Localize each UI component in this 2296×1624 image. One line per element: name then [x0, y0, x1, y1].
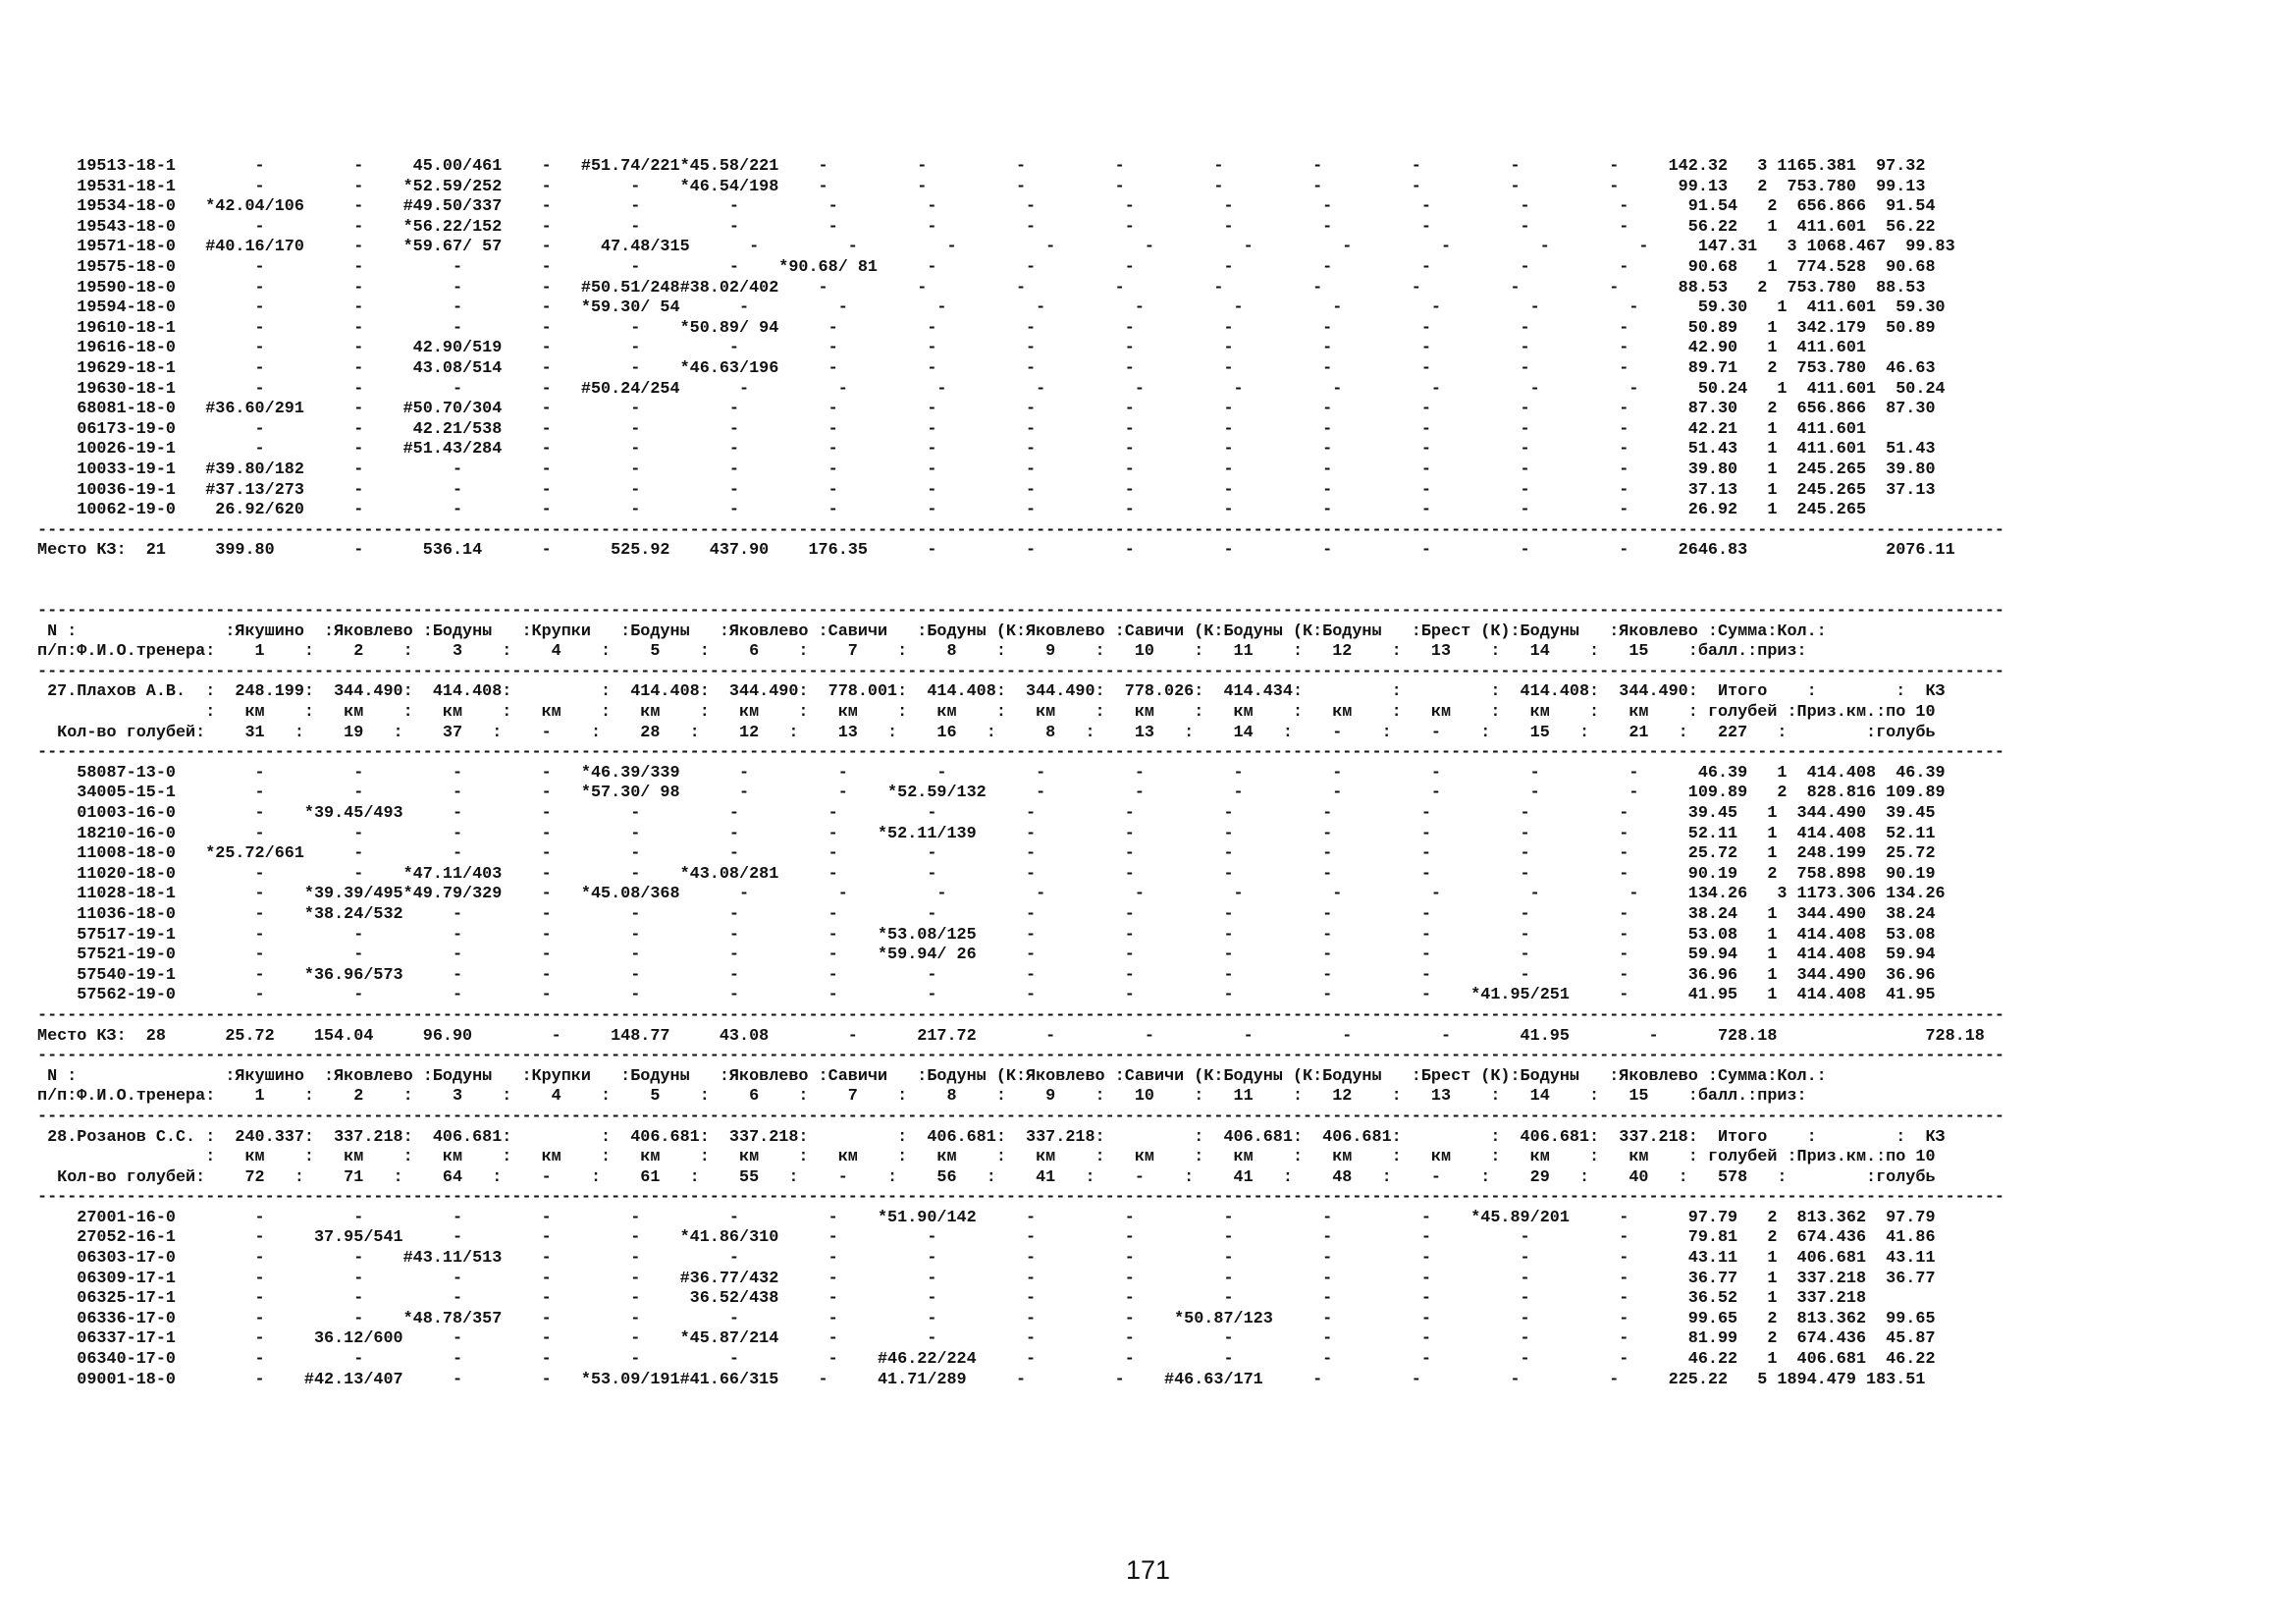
table-line: N : :Якушино :Яковлево :Бодуны :Крупки :Бодуны :Яковлево :Савичи :Бодуны (К:Яковлево :Савичи (К:Бодуны (К:Бодуны :Брест (К):Бодуны :Яковлево :Сумма:Кол.:	[37, 1066, 1827, 1086]
table-line: 19594-18-0 - - - - *59.30/ 54 - - - - - - - - - - 59.30 1 411.601 59.30	[37, 298, 1946, 318]
table-line: 19534-18-0 *42.04/106 - #49.50/337 - - - - - - - - - - - - 91.54 2 656.866 91.54	[37, 197, 1936, 217]
table-line: 19571-18-0 #40.16/170 - *59.67/ 57 - 47.48/315 - - - - - - - - - - 147.31 3 1068.467 99.83	[37, 238, 1955, 257]
table-line: 18210-16-0 - - - - - - - *52.11/139 - - - - - - - 52.11 1 414.408 52.11	[37, 824, 1936, 843]
table-line: 19629-18-1 - - 43.08/514 - - *46.63/196 - - - - - - - - - 89.71 2 753.780 46.63	[37, 358, 1936, 378]
table-line: N : :Якушино :Яковлево :Бодуны :Крупки :Бодуны :Яковлево :Савичи :Бодуны (К:Яковлево :Савичи (К:Бодуны (К:Бодуны :Брест (К):Бодуны :Яковлево :Сумма:Кол.:	[37, 622, 1827, 641]
table-line: 19610-18-1 - - - - - *50.89/ 94 - - - - - - - - - 50.89 1 342.179 50.89	[37, 318, 1936, 338]
table-line: п/п:Ф.И.О.тренера: 1 : 2 : 3 : 4 : 5 : 6 : 7 : 8 : 9 : 10 : 11 : 12 : 13 : 14 : 15 :балл.:приз:	[37, 1087, 1807, 1107]
table-line: 19531-18-1 - - *52.59/252 - - *46.54/198 - - - - - - - - - 99.13 2 753.780 99.13	[37, 177, 1926, 196]
separator-line: -------------------------------------------------------------------------------------------------------------------------------------------------------------------------------------------------------	[37, 1107, 2005, 1126]
table-line: 06309-17-1 - - - - - #36.77/432 - - - - - - - - - 36.77 1 337.218 36.77	[37, 1269, 1936, 1288]
table-line: Место КЗ: 21 399.80 - 536.14 - 525.92 437.90 176.35 - - - - - - - - 2646.83 2076.11	[37, 541, 1955, 561]
separator-line: -------------------------------------------------------------------------------------------------------------------------------------------------------------------------------------------------------	[37, 1047, 2005, 1066]
blank-line	[37, 581, 2004, 602]
table-line: 27052-16-1 - 37.95/541 - - - *41.86/310 - - - - - - - - - 79.81 2 674.436 41.86	[37, 1228, 1936, 1248]
separator-line: -------------------------------------------------------------------------------------------------------------------------------------------------------------------------------------------------------	[37, 1005, 2005, 1025]
table-line: 27.Плахов А.В. : 248.199: 344.490: 414.408: : 414.408: 344.490: 778.001: 414.408: 344.490: 778.026: 414.434: : : 414.408: 344.490: Итого : : КЗ	[37, 682, 1946, 702]
table-line: п/п:Ф.И.О.тренера: 1 : 2 : 3 : 4 : 5 : 6 : 7 : 8 : 9 : 10 : 11 : 12 : 13 : 14 : 15 :балл.:приз:	[37, 642, 1807, 662]
separator-line: -------------------------------------------------------------------------------------------------------------------------------------------------------------------------------------------------------	[37, 1188, 2005, 1208]
table-line: 11036-18-0 - *38.24/532 - - - - - - - - - - - - - 38.24 1 344.490 38.24	[37, 904, 1936, 924]
table-line: 19630-18-1 - - - - #50.24/254 - - - - - - - - - - 50.24 1 411.601 50.24	[37, 379, 1946, 399]
table-line: : км : км : км : км : км : км : км : км : км : км : км : км : км : км : км : голубей :Приз.км.:по 10	[37, 1148, 1936, 1167]
table-line: 10062-19-0 26.92/620 - - - - - - - - - - - - - - 26.92 1 245.265	[37, 501, 1867, 520]
table-line: 19513-18-1 - - 45.00/461 - #51.74/221*45.58/221 - - - - - - - - - 142.32 3 1165.381 97.32	[37, 157, 1926, 176]
table-line: 06173-19-0 - - 42.21/538 - - - - - - - - - - - - 42.21 1 411.601	[37, 419, 1867, 439]
table-line: 10036-19-1 #37.13/273 - - - - - - - - - - - - - - 37.13 1 245.265 37.13	[37, 480, 1936, 500]
table-line: 06325-17-1 - - - - - 36.52/438 - - - - - - - - - 36.52 1 337.218	[37, 1289, 1867, 1309]
table-line: 06303-17-0 - - #43.11/513 - - - - - - - - - - - - 43.11 1 406.681 43.11	[37, 1249, 1936, 1269]
table-line: 06337-17-1 - 36.12/600 - - - *45.87/214 - - - - - - - - - 81.99 2 674.436 45.87	[37, 1329, 1936, 1349]
table-line: Кол-во голубей: 31 : 19 : 37 : - : 28 : 12 : 13 : 16 : 8 : 13 : 14 : - : - : 15 : 21 : 227 : :голубь	[37, 723, 1936, 742]
page-number: 171	[1125, 1555, 1171, 1585]
separator-line: -------------------------------------------------------------------------------------------------------------------------------------------------------------------------------------------------------	[37, 743, 2005, 763]
table-line: 09001-18-0 - #42.13/407 - - *53.09/191#41.66/315 - 41.71/289 - - #46.63/171 - - - - 225.22 5 1894.479 183.51	[37, 1370, 1926, 1389]
table-line: 11028-18-1 - *39.39/495*49.79/329 - *45.08/368 - - - - - - - - - - 134.26 3 1173.306 134.26	[37, 885, 1946, 904]
separator-line: -------------------------------------------------------------------------------------------------------------------------------------------------------------------------------------------------------	[37, 602, 2005, 622]
table-line: Кол-во голубей: 72 : 71 : 64 : - : 61 : 55 : - : 56 : 41 : - : 41 : 48 : - : 29 : 40 : 578 : :голубь	[37, 1167, 1936, 1187]
table-line: 01003-16-0 - *39.45/493 - - - - - - - - - - - - - 39.45 1 344.490 39.45	[37, 804, 1936, 823]
table-line: 19575-18-0 - - - - - - *90.68/ 81 - - - - - - - - 90.68 1 774.528 90.68	[37, 257, 1936, 277]
table-line: 06340-17-0 - - - - - - - #46.22/224 - - - - - - - 46.22 1 406.681 46.22	[37, 1350, 1936, 1370]
table-line: 10033-19-1 #39.80/182 - - - - - - - - - - - - - - 39.80 1 245.265 39.80	[37, 460, 1936, 479]
table-line: 11020-18-0 - - *47.11/403 - - *43.08/281 - - - - - - - - - 90.19 2 758.898 90.19	[37, 864, 1936, 884]
table-line: 57540-19-1 - *36.96/573 - - - - - - - - - - - - - 36.96 1 344.490 36.96	[37, 965, 1936, 985]
table-line: 19616-18-0 - - 42.90/519 - - - - - - - - - - - - 42.90 1 411.601	[37, 339, 1867, 358]
table-line: 57521-19-0 - - - - - - - *59.94/ 26 - - - - - - - 59.94 1 414.408 59.94	[37, 946, 1936, 965]
table-line: 27001-16-0 - - - - - - - *51.90/142 - - - - - *45.89/201 - 97.79 2 813.362 97.79	[37, 1208, 1936, 1227]
blank-line	[37, 562, 2004, 582]
table-line: 19590-18-0 - - - - #50.51/248#38.02/402 - - - - - - - - - 88.53 2 753.780 88.53	[37, 278, 1926, 298]
table-line: 58087-13-0 - - - - *46.39/339 - - - - - - - - - - 46.39 1 414.408 46.39	[37, 763, 1946, 783]
table-line: 06336-17-0 - - *48.78/357 - - - - - - - *50.87/123 - - - - 99.65 2 813.362 99.65	[37, 1309, 1936, 1328]
results-table	[37, 157, 2004, 1390]
table-line: 11008-18-0 *25.72/661 - - - - - - - - - - - - - - 25.72 1 248.199 25.72	[37, 844, 1936, 864]
table-line: 10026-19-1 - - #51.43/284 - - - - - - - - - - - - 51.43 1 411.601 51.43	[37, 440, 1936, 460]
table-line: 57517-19-1 - - - - - - - *53.08/125 - - - - - - - 53.08 1 414.408 53.08	[37, 925, 1936, 945]
table-line: 34005-15-1 - - - - *57.30/ 98 - - *52.59/132 - - - - - - - 109.89 2 828.816 109.89	[37, 784, 1946, 803]
table-line: 68081-18-0 #36.60/291 - #50.70/304 - - - - - - - - - - - - 87.30 2 656.866 87.30	[37, 400, 1936, 419]
table-line: Место КЗ: 28 25.72 154.04 96.90 - 148.77 43.08 - 217.72 - - - - - 41.95 - 728.18 728.18	[37, 1026, 1985, 1046]
table-line: 19543-18-0 - - *56.22/152 - - - - - - - - - - - - 56.22 1 411.601 56.22	[37, 217, 1936, 237]
separator-line: -------------------------------------------------------------------------------------------------------------------------------------------------------------------------------------------------------	[37, 520, 2005, 540]
table-line: 57562-19-0 - - - - - - - - - - - - - *41.95/251 - 41.95 1 414.408 41.95	[37, 986, 1936, 1005]
table-line: : км : км : км : км : км : км : км : км : км : км : км : км : км : км : км : голубей :Приз.км.:по 10	[37, 703, 1936, 723]
table-line: 28.Розанов С.С. : 240.337: 337.218: 406.681: : 406.681: 337.218: : 406.681: 337.218: : 406.681: 406.681: : 406.681: 337.218: Итого : : КЗ	[37, 1127, 1946, 1147]
separator-line: -------------------------------------------------------------------------------------------------------------------------------------------------------------------------------------------------------	[37, 662, 2005, 681]
